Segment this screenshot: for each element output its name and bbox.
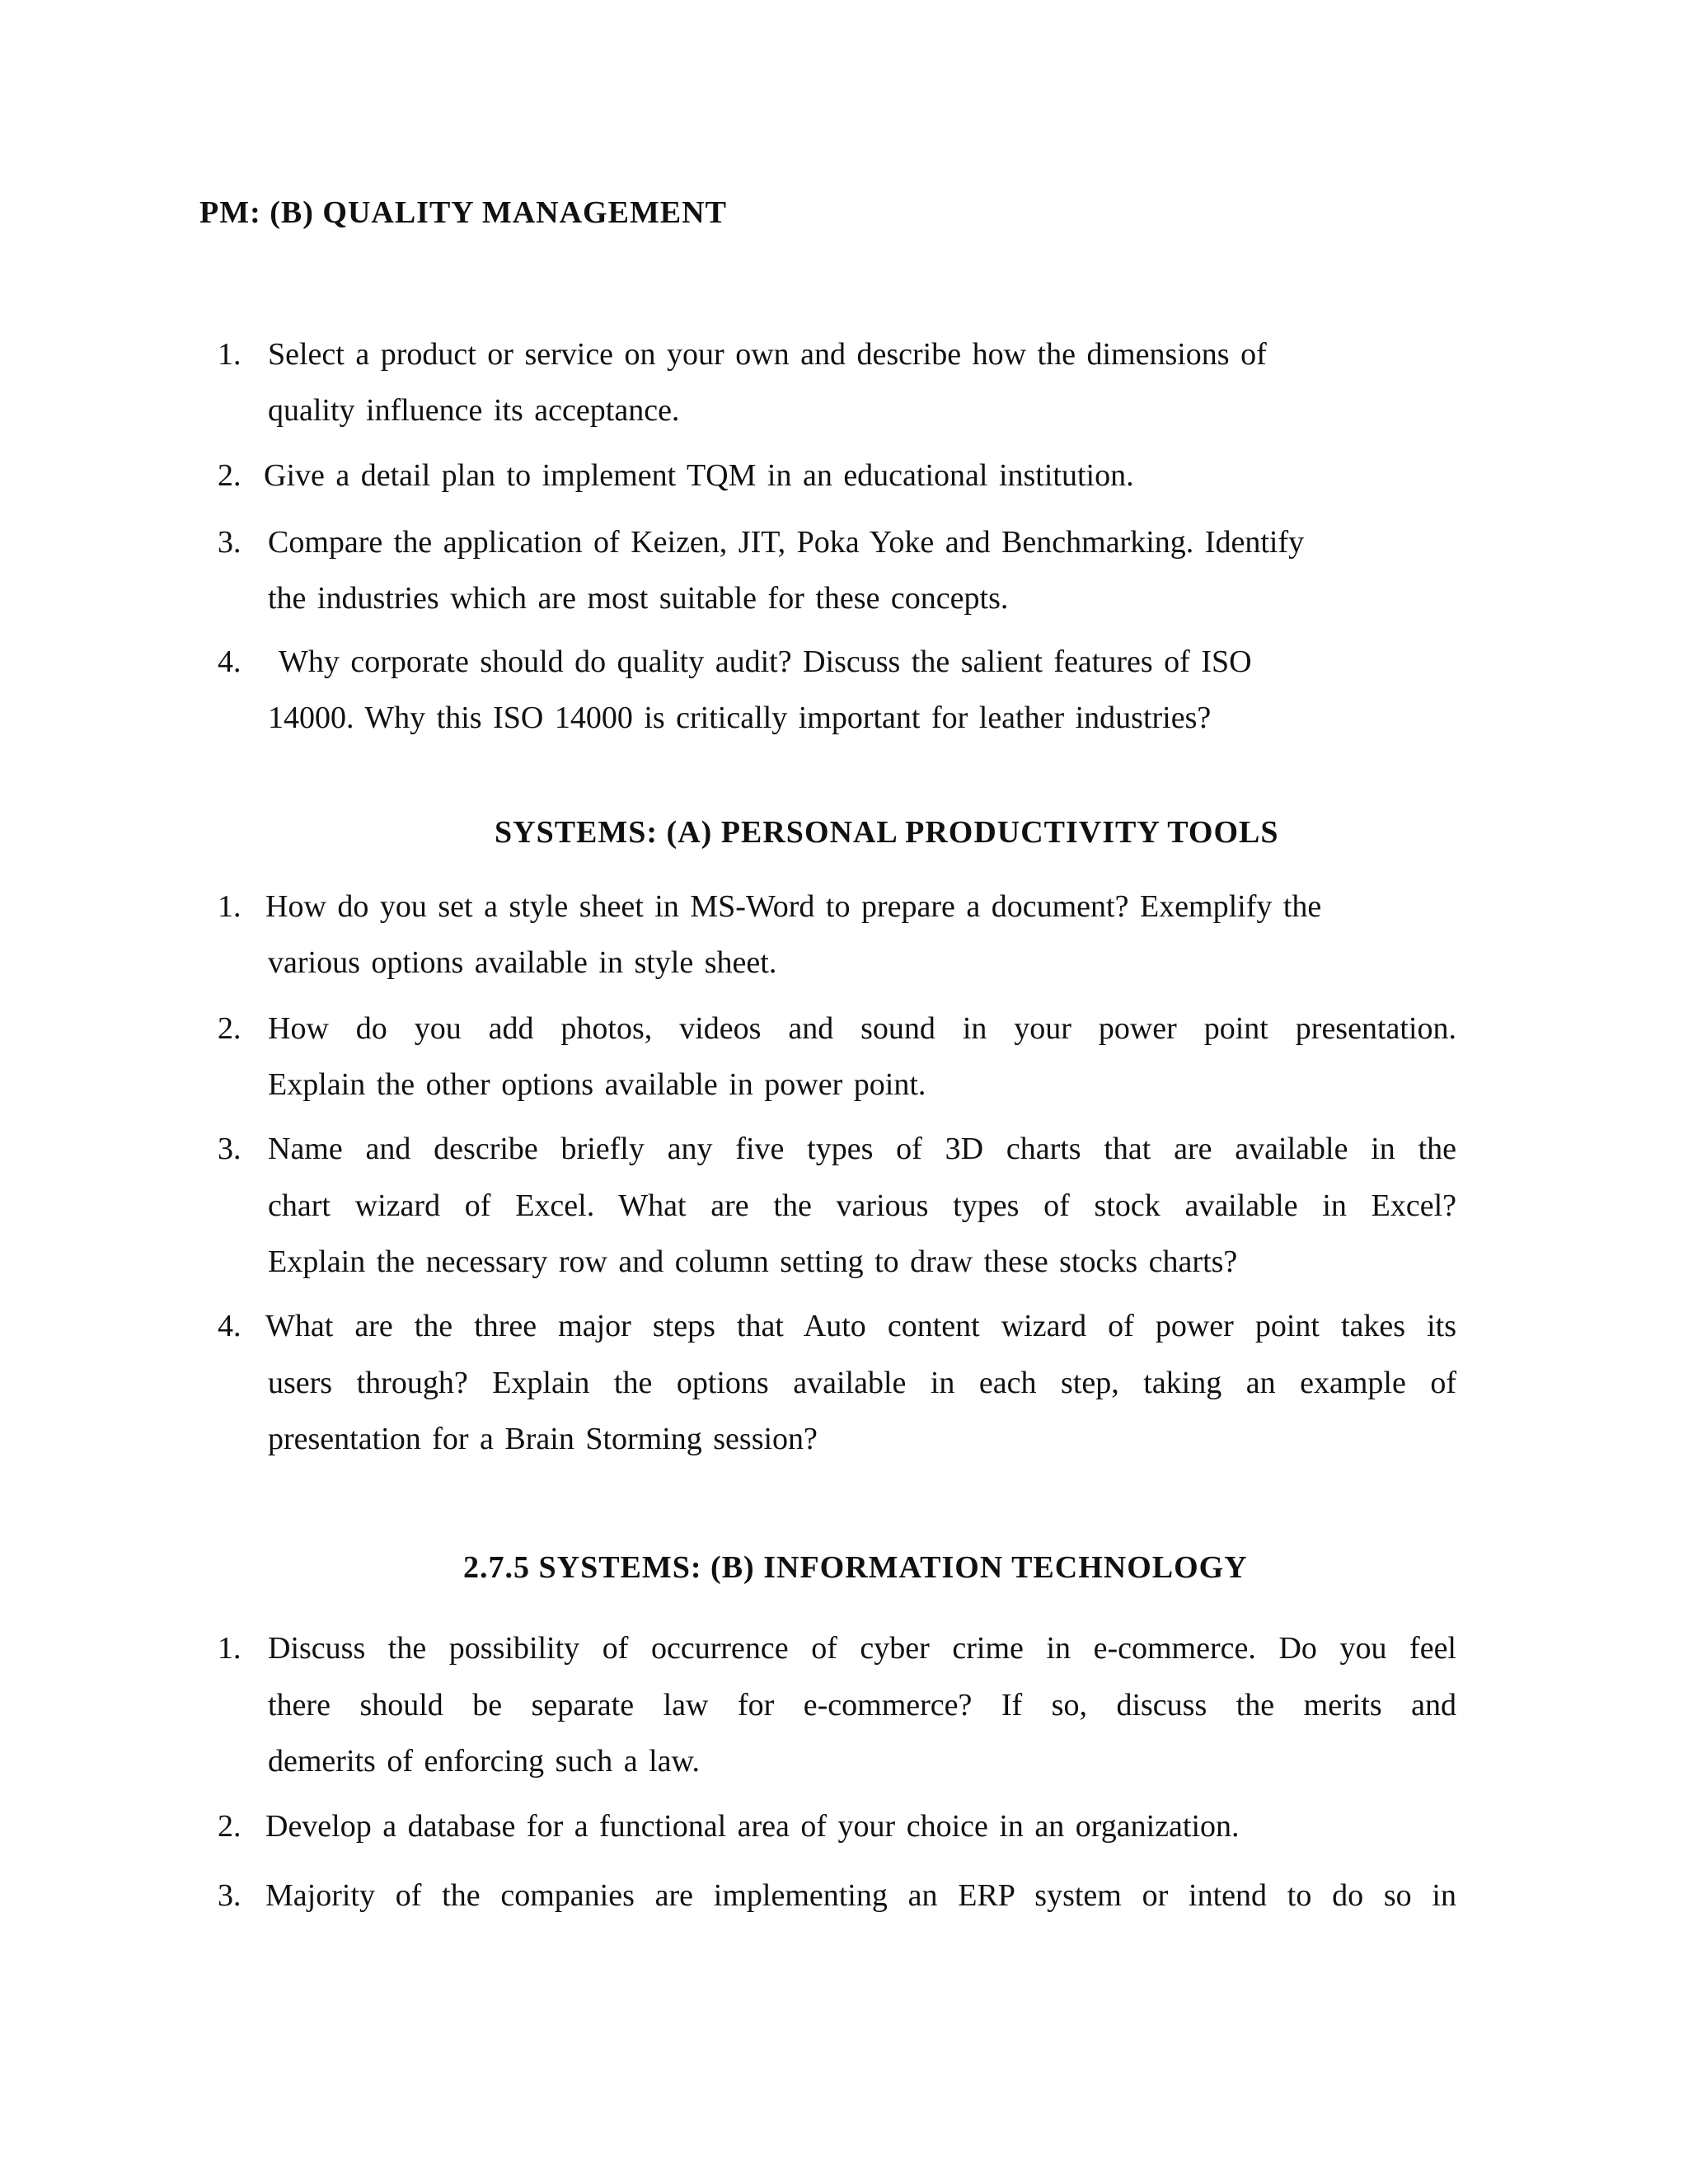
item-line: Give a detail plan to implement TQM in an educational institution. [264, 458, 1134, 493]
item-number: 1. [218, 337, 241, 372]
item-number: 4. [218, 1309, 241, 1343]
item-line: there should be separate law for e-commerce? If so, discuss the merits and [268, 1688, 1456, 1722]
item-line: the industries which are most suitable for these concepts. [268, 581, 1009, 616]
item-line: chart wizard of Excel. What are the various types of stock available in Excel? [268, 1188, 1456, 1223]
item-line: Discuss the possibility of occurrence of cyber crime in e-commerce. Do you feel [268, 1631, 1456, 1666]
section-heading-information-technology: 2.7.5 SYSTEMS: (B) INFORMATION TECHNOLOGY [463, 1550, 1248, 1585]
item-number: 1. [218, 889, 241, 924]
item-number: 3. [218, 525, 241, 560]
item-number: 2. [218, 1011, 241, 1046]
item-number: 4. [218, 644, 241, 679]
item-line: Compare the application of Keizen, JIT, Poka Yoke and Benchmarking. Identify [268, 525, 1305, 560]
item-number: 1. [218, 1631, 241, 1666]
item-line: various options available in style sheet. [268, 945, 777, 980]
item-line: Name and describe briefly any five types of 3D charts that are available in the [268, 1132, 1456, 1166]
item-line: Select a product or service on your own and describe how the dimensions of [268, 337, 1267, 372]
item-line: 14000. Why this ISO 14000 is critically important for leather industries? [268, 701, 1212, 735]
item-number: 2. [218, 458, 241, 493]
item-line: How do you set a style sheet in MS-Word to prepare a document? Exemplify the [265, 889, 1322, 924]
item-line: quality influence its acceptance. [268, 393, 680, 428]
section-heading-quality-management: PM: (B) QUALITY MANAGEMENT [199, 195, 727, 230]
item-line: users through? Explain the options available in each step, taking an example of [268, 1366, 1456, 1400]
item-line: Why corporate should do quality audit? Discuss the salient features of ISO [279, 644, 1252, 679]
item-line: Explain the necessary row and column setting to draw these stocks charts? [268, 1244, 1238, 1279]
item-line: How do you add photos, videos and sound in your power point presentation. [268, 1011, 1456, 1046]
item-number: 3. [218, 1132, 241, 1166]
item-line: presentation for a Brain Storming session? [268, 1422, 818, 1456]
item-line: demerits of enforcing such a law. [268, 1744, 701, 1779]
item-number: 2. [218, 1809, 241, 1844]
item-line: What are the three major steps that Auto content wizard of power point takes its [265, 1309, 1456, 1343]
item-line: Develop a database for a functional area of your choice in an organization. [265, 1809, 1240, 1844]
section-heading-personal-productivity-tools: SYSTEMS: (A) PERSONAL PRODUCTIVITY TOOLS [495, 815, 1279, 850]
item-line: Explain the other options available in power point. [268, 1067, 926, 1102]
item-line: Majority of the companies are implementing an ERP system or intend to do so in [265, 1878, 1456, 1913]
item-number: 3. [218, 1878, 241, 1913]
